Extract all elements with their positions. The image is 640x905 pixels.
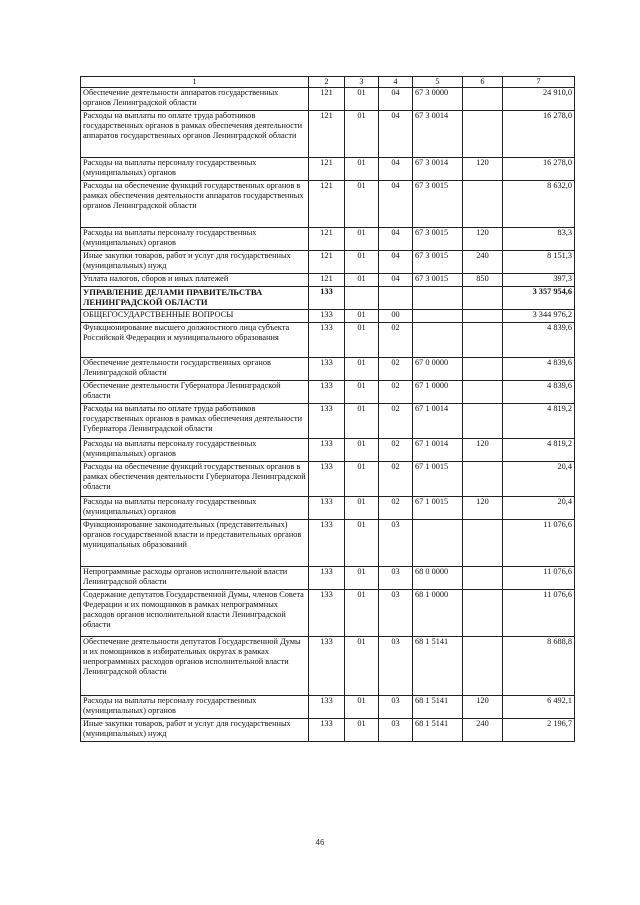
row-code-col3: 01 (345, 719, 379, 742)
row-code-col3: 01 (345, 181, 379, 228)
row-code-col4: 04 (379, 181, 413, 228)
row-code-col6 (463, 381, 503, 404)
row-code-col5: 68 0 0000 (413, 567, 463, 590)
row-code-col5: 68 1 0000 (413, 590, 463, 637)
row-amount: 83,3 (503, 228, 575, 251)
row-description: Функционирование законодательных (представительных) органов государственной власти и представительных органов муниципальных образований (81, 520, 309, 567)
row-code-col2: 133 (309, 404, 345, 439)
row-code-col6: 850 (463, 274, 503, 287)
table-row (81, 111, 575, 158)
row-code-col3: 01 (345, 274, 379, 287)
row-code-col5: 67 1 0014 (413, 404, 463, 439)
row-code-col5: 68 1 5141 (413, 637, 463, 696)
row-code-col4: 04 (379, 88, 413, 111)
row-code-col6 (463, 590, 503, 637)
row-code-col4 (379, 287, 413, 310)
row-amount: 11 076,6 (503, 520, 575, 567)
row-description: Содержание депутатов Государственной Думы, членов Совета Федерации и их помощников в рамках непрограммных расходов органов исполнительной власти Ленинградской области (81, 590, 309, 637)
table-row (81, 497, 575, 520)
row-code-col5: 67 3 0014 (413, 158, 463, 181)
row-code-col5: 67 1 0015 (413, 462, 463, 497)
row-code-col2: 121 (309, 88, 345, 111)
table-row (81, 228, 575, 251)
column-header: 2 (309, 77, 345, 88)
row-description: Расходы на обеспечение функций государственных органов в рамках обеспечения деятельности Губернатора Ленинградской области (81, 462, 309, 497)
row-code-col4: 04 (379, 111, 413, 158)
row-code-col2: 133 (309, 637, 345, 696)
table-row (81, 158, 575, 181)
row-amount: 397,3 (503, 274, 575, 287)
row-code-col5 (413, 323, 463, 358)
row-amount: 8 151,3 (503, 251, 575, 274)
row-code-col6 (463, 358, 503, 381)
row-code-col2: 133 (309, 520, 345, 567)
row-code-col2: 121 (309, 251, 345, 274)
table-row (81, 567, 575, 590)
row-description: ОБЩЕГОСУДАРСТВЕННЫЕ ВОПРОСЫ (81, 310, 309, 323)
row-code-col3: 01 (345, 111, 379, 158)
row-amount: 8 688,8 (503, 637, 575, 696)
row-code-col4: 04 (379, 228, 413, 251)
row-code-col5: 67 3 0015 (413, 181, 463, 228)
row-amount: 20,4 (503, 462, 575, 497)
row-description: Непрограммные расходы органов исполнительной власти Ленинградской области (81, 567, 309, 590)
row-amount: 3 357 954,6 (503, 287, 575, 310)
row-code-col5: 68 1 5141 (413, 719, 463, 742)
row-code-col5: 67 1 0000 (413, 381, 463, 404)
row-code-col4: 04 (379, 251, 413, 274)
row-code-col2: 133 (309, 719, 345, 742)
column-header: 4 (379, 77, 413, 88)
table-row (81, 696, 575, 719)
row-code-col2: 121 (309, 228, 345, 251)
row-code-col4: 02 (379, 323, 413, 358)
row-description: Уплата налогов, сборов и иных платежей (81, 274, 309, 287)
row-code-col4: 03 (379, 520, 413, 567)
row-code-col4: 02 (379, 404, 413, 439)
row-code-col3: 01 (345, 228, 379, 251)
row-code-col6 (463, 567, 503, 590)
budget-table (80, 76, 575, 742)
row-code-col6: 120 (463, 497, 503, 520)
row-code-col3: 01 (345, 439, 379, 462)
row-description: Обеспечение деятельности депутатов Государственной Думы и их помощников в избирательных округах в рамках непрограммных расходов органов исполнительной власти Ленинградской области (81, 637, 309, 696)
row-description: Расходы на выплаты персоналу государственных (муниципальных) органов (81, 158, 309, 181)
row-description: УПРАВЛЕНИЕ ДЕЛАМИ ПРАВИТЕЛЬСТВА ЛЕНИНГРАДСКОЙ ОБЛАСТИ (81, 287, 309, 310)
row-code-col4: 03 (379, 567, 413, 590)
table-row (81, 323, 575, 358)
row-amount: 20,4 (503, 497, 575, 520)
row-code-col6 (463, 287, 503, 310)
row-code-col2: 121 (309, 181, 345, 228)
table-row (81, 287, 575, 310)
row-code-col3: 01 (345, 696, 379, 719)
row-code-col5: 67 3 0015 (413, 228, 463, 251)
row-code-col3 (345, 287, 379, 310)
row-description: Иные закупки товаров, работ и услуг для государственных (муниципальных) нужд (81, 719, 309, 742)
page-number: 46 (315, 838, 325, 847)
row-code-col2: 133 (309, 497, 345, 520)
row-code-col2: 133 (309, 590, 345, 637)
row-amount: 2 196,7 (503, 719, 575, 742)
row-code-col6: 120 (463, 228, 503, 251)
table-header-row (81, 77, 575, 88)
table-row (81, 274, 575, 287)
row-code-col3: 01 (345, 497, 379, 520)
row-code-col4: 02 (379, 497, 413, 520)
row-code-col6 (463, 404, 503, 439)
row-code-col4: 04 (379, 158, 413, 181)
row-code-col4: 02 (379, 462, 413, 497)
row-code-col2: 133 (309, 462, 345, 497)
table-row (81, 181, 575, 228)
table-row (81, 381, 575, 404)
row-code-col6 (463, 181, 503, 228)
row-amount: 8 632,0 (503, 181, 575, 228)
table-row (81, 251, 575, 274)
table-row (81, 310, 575, 323)
row-code-col4: 03 (379, 590, 413, 637)
row-code-col6 (463, 637, 503, 696)
row-code-col3: 01 (345, 251, 379, 274)
row-code-col3: 01 (345, 358, 379, 381)
row-description: Расходы на выплаты персоналу государственных (муниципальных) органов (81, 228, 309, 251)
row-amount: 16 278,0 (503, 158, 575, 181)
column-header: 7 (503, 77, 575, 88)
row-code-col3: 01 (345, 567, 379, 590)
row-description: Обеспечение деятельности государственных органов Ленинградской области (81, 358, 309, 381)
row-description: Обеспечение деятельности аппаратов государственных органов Ленинградской области (81, 88, 309, 111)
row-code-col2: 133 (309, 287, 345, 310)
row-code-col3: 01 (345, 637, 379, 696)
row-code-col5: 68 1 5141 (413, 696, 463, 719)
row-code-col5: 67 3 0015 (413, 274, 463, 287)
row-code-col2: 133 (309, 358, 345, 381)
row-description: Обеспечение деятельности Губернатора Ленинградской области (81, 381, 309, 404)
row-code-col2: 121 (309, 158, 345, 181)
row-description: Функционирование высшего должностного лица субъекта Российской Федерации и муниципального образования (81, 323, 309, 358)
row-amount: 4 819,2 (503, 404, 575, 439)
row-amount: 11 076,6 (503, 567, 575, 590)
row-code-col4: 04 (379, 274, 413, 287)
row-amount: 3 344 976,2 (503, 310, 575, 323)
row-code-col3: 01 (345, 310, 379, 323)
row-code-col5: 67 3 0014 (413, 111, 463, 158)
column-header: 6 (463, 77, 503, 88)
table-row (81, 404, 575, 439)
row-code-col3: 01 (345, 520, 379, 567)
row-description: Расходы на выплаты по оплате труда работников государственных органов в рамках обеспечения деятельности аппаратов государственных органов Ленинградской области (81, 111, 309, 158)
row-code-col4: 03 (379, 719, 413, 742)
row-code-col6: 120 (463, 439, 503, 462)
row-code-col6 (463, 111, 503, 158)
row-code-col6 (463, 323, 503, 358)
row-code-col4: 02 (379, 439, 413, 462)
table-body (81, 88, 575, 742)
table-row (81, 358, 575, 381)
row-amount: 4 839,6 (503, 323, 575, 358)
table-row (81, 462, 575, 497)
column-header: 3 (345, 77, 379, 88)
table-row (81, 637, 575, 696)
row-amount: 4 839,6 (503, 358, 575, 381)
row-amount: 16 278,0 (503, 111, 575, 158)
row-code-col3: 01 (345, 590, 379, 637)
row-code-col2: 121 (309, 274, 345, 287)
row-code-col6 (463, 520, 503, 567)
row-code-col6: 240 (463, 251, 503, 274)
row-code-col2: 133 (309, 439, 345, 462)
table-row (81, 520, 575, 567)
row-code-col3: 01 (345, 88, 379, 111)
row-code-col3: 01 (345, 462, 379, 497)
row-code-col6 (463, 310, 503, 323)
row-code-col5 (413, 310, 463, 323)
row-code-col5: 67 1 0014 (413, 439, 463, 462)
row-code-col3: 01 (345, 404, 379, 439)
row-amount: 4 839,6 (503, 381, 575, 404)
row-code-col2: 133 (309, 310, 345, 323)
row-description: Расходы на выплаты персоналу государственных (муниципальных) органов (81, 497, 309, 520)
row-code-col6 (463, 88, 503, 111)
row-amount: 6 492,1 (503, 696, 575, 719)
row-code-col6: 240 (463, 719, 503, 742)
row-code-col4: 00 (379, 310, 413, 323)
row-code-col4: 03 (379, 696, 413, 719)
row-code-col6 (463, 462, 503, 497)
row-code-col3: 01 (345, 158, 379, 181)
row-code-col3: 01 (345, 323, 379, 358)
row-code-col4: 03 (379, 637, 413, 696)
row-code-col2: 133 (309, 567, 345, 590)
row-code-col6: 120 (463, 158, 503, 181)
row-description: Расходы на выплаты персоналу государственных (муниципальных) органов (81, 439, 309, 462)
table-row (81, 439, 575, 462)
row-description: Расходы на выплаты по оплате труда работников государственных органов в рамках обеспечения деятельности Губернатора Ленинградской области (81, 404, 309, 439)
row-code-col6: 120 (463, 696, 503, 719)
row-amount: 4 819,2 (503, 439, 575, 462)
row-description: Расходы на обеспечение функций государственных органов в рамках обеспечения деятельности аппаратов государственных органов Ленинградской области (81, 181, 309, 228)
column-header: 5 (413, 77, 463, 88)
row-code-col3: 01 (345, 381, 379, 404)
row-code-col4: 02 (379, 358, 413, 381)
row-code-col2: 133 (309, 696, 345, 719)
row-amount: 11 076,6 (503, 590, 575, 637)
row-code-col2: 121 (309, 111, 345, 158)
table-row (81, 719, 575, 742)
row-code-col2: 133 (309, 381, 345, 404)
row-description: Расходы на выплаты персоналу государственных (муниципальных) органов (81, 696, 309, 719)
row-code-col5: 67 3 0015 (413, 251, 463, 274)
row-amount: 24 910,0 (503, 88, 575, 111)
row-code-col4: 02 (379, 381, 413, 404)
row-code-col5 (413, 520, 463, 567)
table-row (81, 88, 575, 111)
row-description: Иные закупки товаров, работ и услуг для государственных (муниципальных) нужд (81, 251, 309, 274)
table-row (81, 590, 575, 637)
row-code-col5: 67 3 0000 (413, 88, 463, 111)
row-code-col5: 67 0 0000 (413, 358, 463, 381)
row-code-col2: 133 (309, 323, 345, 358)
row-code-col5 (413, 287, 463, 310)
row-code-col5: 67 1 0015 (413, 497, 463, 520)
column-header: 1 (81, 77, 309, 88)
